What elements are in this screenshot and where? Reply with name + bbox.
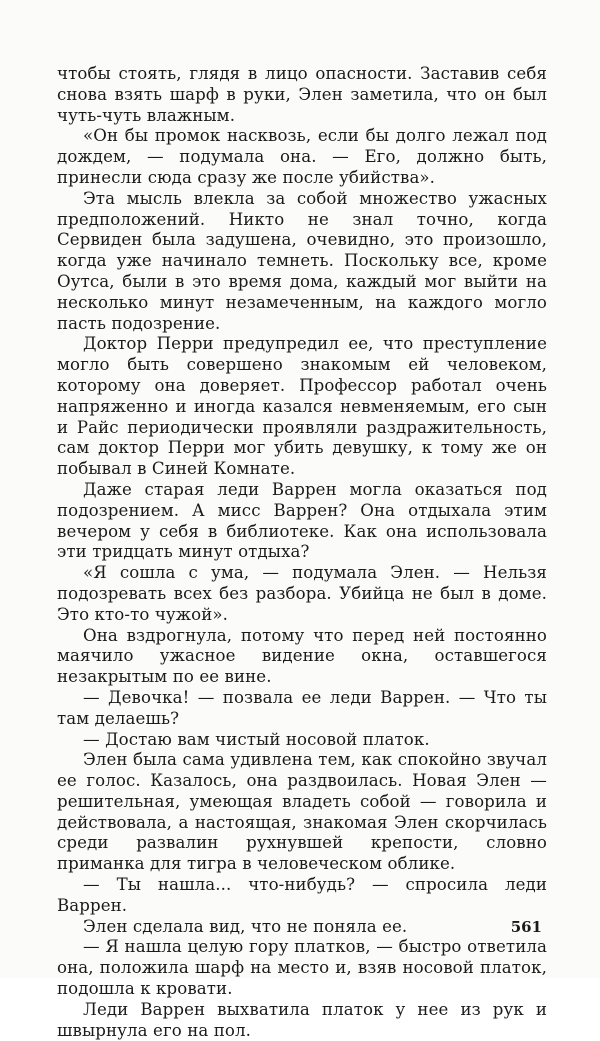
paragraph: — Я нашла целую гору платков, — быстро ответила она, положила шарф на место и, взяв носовой платок, подошла к кровати. <box>57 937 547 999</box>
paragraph: Она вздрогнула, потому что перед ней постоянно маячило ужасное видение окна, оставшегося незакрытым по ее вине. <box>57 625 547 687</box>
paragraph: Эта мысль влекла за собой множество ужасных предположений. Никто не знал точно, когда Сервиден была задушена, очевидно, это произошло, когда уже начинало темнеть. Поскольку все, кроме Оутса, были в это время дома, каждый мог выйти на несколько минут незамеченным, на каждого могло пасть подозрение. <box>57 188 547 333</box>
paragraph: — Девочка! — позвала ее леди Варрен. — Что ты там делаешь? <box>57 687 547 728</box>
body-text <box>57 64 547 1041</box>
page-number: 561 <box>510 918 542 936</box>
paragraph: чтобы стоять, глядя в лицо опасности. Заставив себя снова взять шарф в руки, Элен заметила, что он был чуть-чуть влажным. <box>57 64 547 125</box>
paragraph: «Я сошла с ума, — подумала Элен. — Нельзя подозревать всех без разбора. Убийца не был в доме. Это кто-то чужой». <box>57 563 547 624</box>
paragraph: — Ты нашла... что-нибудь? — спросила леди Варрен. <box>57 875 547 915</box>
paragraph: — Достаю вам чистый носовой платок. <box>83 729 430 749</box>
paragraph: Леди Варрен выхватила платок у нее из рук и швырнула его на пол. <box>57 999 547 1040</box>
paragraph: Доктор Перри предупредил ее, что преступление могло быть совершено знакомым ей человеком, которому она доверяет. Профессор работал очень напряженно и иногда казался невменяемым, его сын и Райс периодически проявляли раздражительность, сам доктор Перри мог убить девушку, к тому же он побывал в Синей Комнате. <box>57 334 547 479</box>
paragraph: Элен была сама удивлена тем, как спокойно звучал ее голос. Казалось, она раздвоилась. Новая Элен — решительная, умеющая владеть собой — говорила и действовала, а настоящая, знакомая Элен скорчилась среди развалин рухнувшей крепости, словно приманка для тигра в человеческом облике. <box>57 750 547 874</box>
paragraph: «Он бы промок насквозь, если бы долго лежал под дождем, — подумала она. — Его, должно быть, принесли сюда сразу же после убийства». <box>57 126 547 187</box>
paragraph: Даже старая леди Варрен могла оказаться под подозрением. А мисс Варрен? Она отдыхала этим вечером у себя в библиотеке. Как она использовала эти тридцать минут отдыха? <box>57 479 547 562</box>
paragraph: Элен сделала вид, что не поняла ее. <box>83 916 408 936</box>
